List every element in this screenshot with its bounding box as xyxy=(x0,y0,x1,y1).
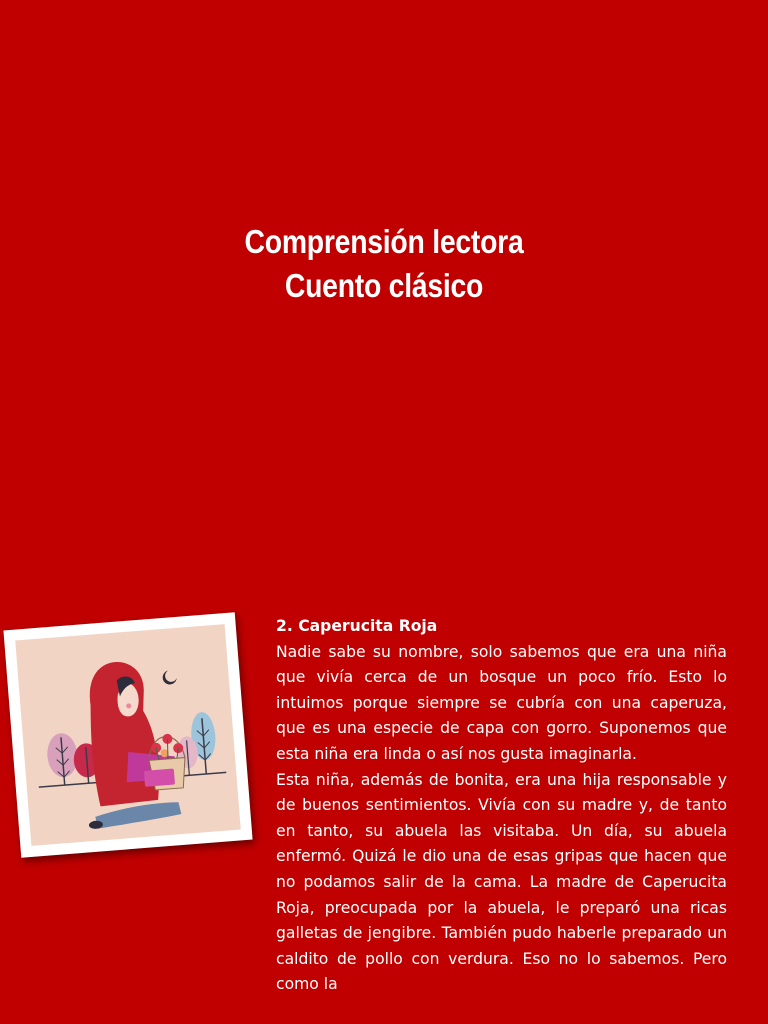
title-line-1: Comprensión lectora xyxy=(244,223,524,260)
red-riding-hood-illustration xyxy=(15,624,241,846)
story-heading: 2. Caperucita Roja xyxy=(276,617,438,635)
book xyxy=(144,769,175,787)
moon-icon xyxy=(162,670,177,685)
illustration-photo-frame xyxy=(3,612,252,857)
girl-legs xyxy=(95,802,182,829)
story-paragraph: Nadie sabe su nombre, solo sabemos que era una niña que vivía cerca de un bosque un poco frío. Esto lo intuimos porque siempre se cubría con una caperuza, que es una especie de capa con gorro. Suponemos que esta niña era linda o así nos gusta imaginarla. xyxy=(276,642,727,763)
title-line-2: Cuento clásico xyxy=(284,267,484,304)
story-paragraph: Esta niña, además de bonita, era una hija responsable y de buenos sentimientos. Vivía con su madre y, de tanto en tanto, su abuela las visitaba. Un día, su abuela enfermó. Quizá le dio una de esas gripas que hacen que no podamos salir de la cama. La madre de Caperucita Roja, preocupada por la abuela, le preparó una ricas galletas de jengibre. También pudo haberle preparado un caldito de pollo con verdura. Eso no lo sabemos. Pero como la xyxy=(276,770,727,994)
illustration-image xyxy=(15,624,241,846)
story-text-block xyxy=(276,614,727,998)
slide-title xyxy=(0,220,768,308)
